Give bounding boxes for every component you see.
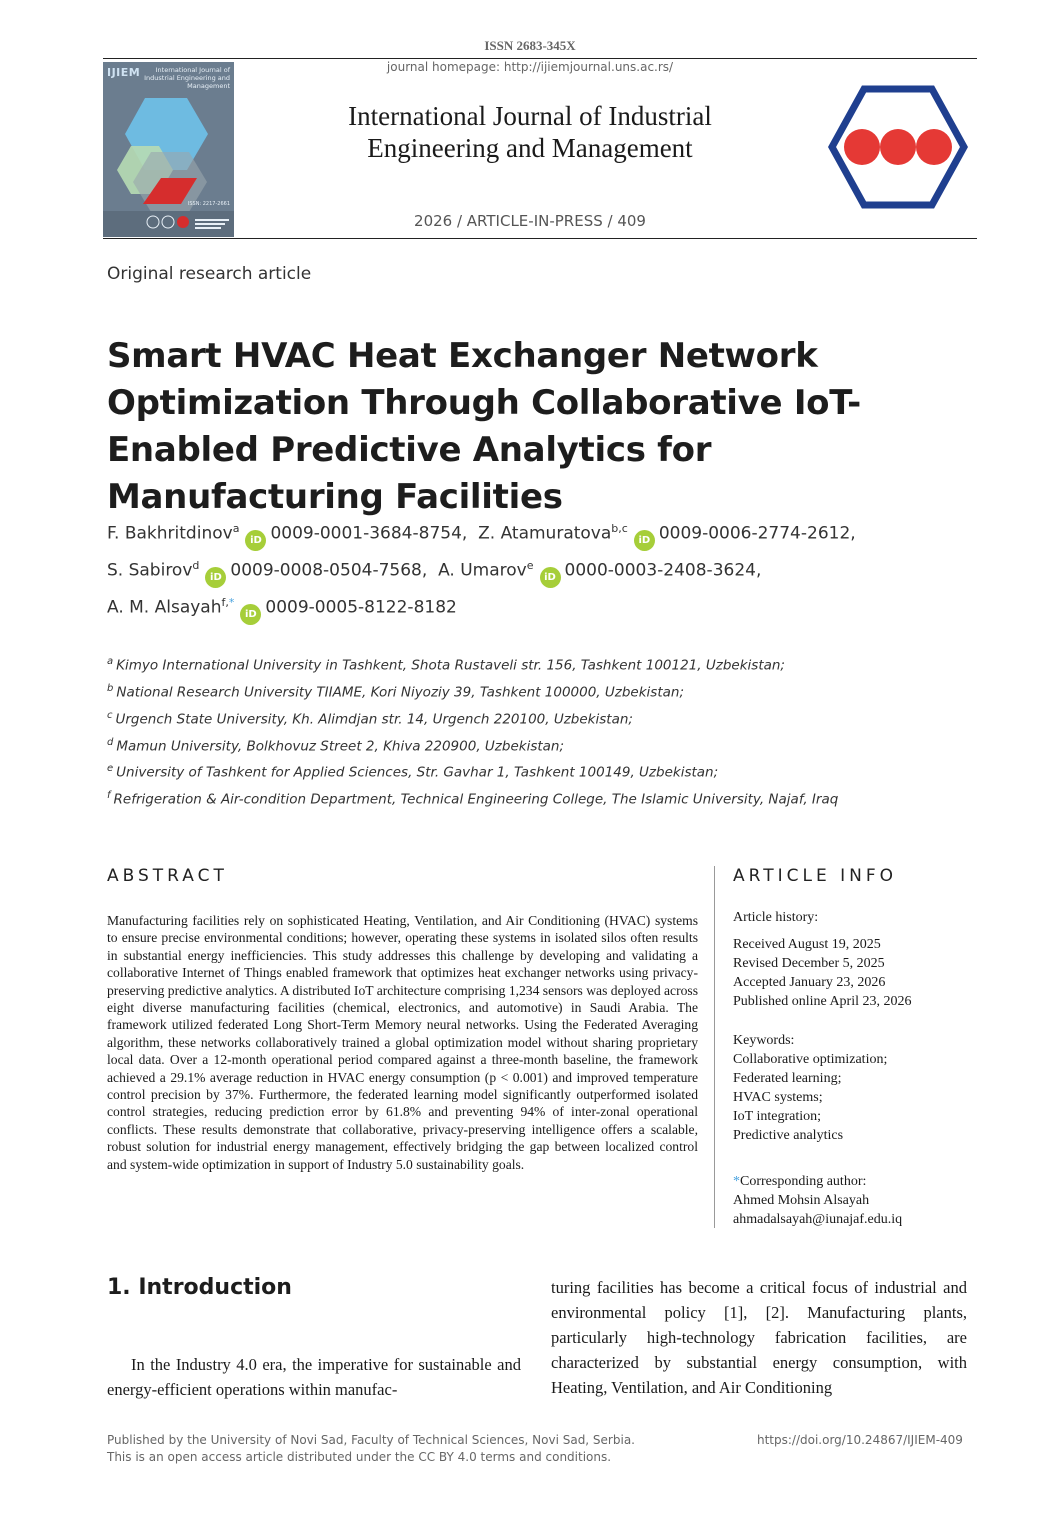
author-affil-sup: a [232,522,240,535]
author-name: S. Sabirov [107,560,193,581]
footer-license: This is an open access article distributed under the CC BY 4.0 terms and conditions. [107,1450,612,1464]
affiliation-f [107,790,838,808]
affiliation-c [107,710,633,728]
abstract-text: Manufacturing facilities rely on sophisticated Heating, Ventilation, and Air Conditioning (HVAC) systems to ensure precise environmental conditions; however, operating these systems in isolated silos often results in substantial energy inefficiencies. This study addresses this challenge by developing and validating a collaborative Internet of Things enabled framework that optimizes heat exchanger networks using privacy-preserving predictive analytics. A distributed IoT architecture comprising 1,234 sensors was deployed across eight diverse manufacturing facilities (chemical, electronics, and automotive) in Saudi Arabia. The framework utilized federated Long Short-Term Memory neural networks. Using the Federated Averaging algorithm, these networks collaboratively trained a global optimization model without sharing proprietary local data. Over a 12-month operational period compared against a three-month baseline, the framework achieved a 29.1% average reduction in HVAC energy consumption (p < 0.001) and improved temperature control precision by 37%. Furthermore, the federated learning model significantly outperformed isolated control strategies, reducing prediction error by 61.8% and preventing 94% of inter-zonal operational conflicts. These results demonstrate that collaborative, privacy-preserving intelligence offers a scalable, robust solution for industrial energy management, effectively bridging the gap between localized control and system-wide optimization in support of Industry 5.0 sustainability goals. [107,913,698,1172]
journal-cover-thumbnail [103,62,234,237]
abstract-heading: ABSTRACT [107,866,228,886]
cover-issn: ISSN: 2217-2661 [187,201,230,207]
logo-circle-left [844,129,880,165]
keyword-item: Collaborative optimization; [733,1052,888,1067]
affiliation-text: Urgench State University, Kh. Alimdjan str. 14, Urgench 220100, Uzbekistan; [115,711,633,728]
author-line-2: S. Sabirov$^d$iD 0009-0008-0504-7568, A. Umarov$^e$iD 0000-0003-2408-3624, [107,559,761,588]
affiliation-text: Kimyo International University in Tashkent, Shota Rustaveli str. 156, Tashkent 100121, Uzbekistan; [116,657,785,674]
corresponding-email[interactable]: ahmadalsayah@iunajaf.edu.iq [733,1212,903,1227]
journal-name-line2: Engineering and Management [367,133,693,163]
history-label: Article history: [733,910,819,925]
cover-abbreviation: IJIEM [107,66,141,79]
affiliation-sup: a [107,656,114,667]
author-affil-sup: d [192,559,200,572]
orcid-icon[interactable]: iD [205,567,226,588]
affiliation-text: University of Tashkent for Applied Sciences, Str. Gavhar 1, Tashkent 100149, Uzbekistan; [116,764,719,781]
author-affil-sup-text: f, [221,596,229,609]
column-divider [714,866,715,1228]
article-type: Original research article [107,264,312,284]
affiliation-b [107,683,684,701]
logo-circle-middle [880,129,916,165]
affiliation-text: Mamun University, Bolkhovuz Street 2, Khiva 220900, Uzbekistan; [116,738,565,755]
affiliation-sup: e [107,763,114,774]
author-orcid[interactable]: 0009-0008-0504-7568 [230,560,422,581]
header-bottom-rule [103,238,977,239]
paper-title: Smart HVAC Heat Exchanger Network Optimization Through Collaborative IoT-Enabled Predictive Analytics for Manufacturing Facilities [107,336,861,517]
journal-name-line1: International Journal of Industrial [348,101,712,131]
author-orcid[interactable]: 0009-0006-2774-2612 [658,523,851,544]
orcid-icon[interactable]: iD [240,604,261,625]
received-date: Received August 19, 2025 [733,937,881,952]
corresponding-author [733,1172,902,1229]
accepted-date: Accepted January 23, 2026 [733,975,886,990]
author-orcid[interactable]: 0009-0001-3684-8754 [270,523,462,544]
intro-paragraph-column2: turing facilities has become a critical focus of industrial and environmental policy [1], [2]. Manufacturing plants, particularly high-technology fabrication facilities, are characterized by substantial energy consumption, with Heating, Ventilation, and Air Conditioning [551,1278,967,1397]
keyword-item: Predictive analytics [733,1128,844,1143]
footer-publisher: Published by the University of Novi Sad, Faculty of Technical Sciences, Novi Sad, Serbia. [107,1433,635,1447]
journal-logo [828,85,968,209]
affiliation-a [107,656,785,674]
affiliation-sup: d [107,737,114,748]
author-name: Z. Atamuratova [478,523,612,544]
intro-paragraph-column1: In the Industry 4.0 era, the imperative for sustainable and energy-efficient operations within manufac- [107,1355,521,1399]
orcid-icon[interactable]: iD [245,530,266,551]
header-top-rule [103,58,977,59]
issn: ISSN 2683-345X [484,38,576,53]
author-affil-sup: b,c [611,522,628,535]
author-name: A. Umarov [438,560,527,581]
corresponding-name: Ahmed Mohsin Alsayah [733,1193,870,1208]
author-line-1: F. Bakhritdinov$^a$iD 0009-0001-3684-8754, Z. Atamuratova$^{b,c}$iD 0009-0006-2774-2612, [107,522,856,551]
orcid-icon[interactable]: iD [634,530,655,551]
affiliation-d [107,737,564,755]
author-orcid[interactable]: 0000-0003-2408-3624 [564,560,756,581]
volume-line: 2026 / ARTICLE-IN-PRESS / 409 [414,212,646,230]
footer-doi[interactable]: https://doi.org/10.24867/IJIEM-409 [757,1433,963,1447]
author-line-3 [107,596,457,625]
affiliation-e [107,763,718,781]
orcid-icon[interactable]: iD [540,567,561,588]
keyword-item: IoT integration; [733,1109,821,1124]
journal-name [290,100,770,164]
keywords-label: Keywords: [733,1033,795,1048]
affiliation-sup: f [107,790,111,801]
keyword-item: Federated learning; [733,1071,842,1086]
corresponding-label: Corresponding author: [740,1174,867,1189]
author-orcid[interactable]: 0009-0005-8122-8182 [265,597,457,618]
corresponding-star: * [733,1174,740,1189]
article-info-heading: ARTICLE INFO [733,866,897,886]
keywords-block [733,1031,887,1145]
author-affil-sup: e [526,559,534,572]
affiliation-sup: c [107,710,113,721]
revised-date: Revised December 5, 2025 [733,956,885,971]
journal-homepage[interactable]: journal homepage: http://ijiemjournal.uns.ac.rs/ [386,60,674,74]
article-history [733,908,912,1011]
keyword-item: HVAC systems; [733,1090,823,1105]
author-name: A. M. Alsayah [107,597,222,618]
cover-title: International Journal of Industrial Engineering and Management [144,66,230,90]
published-date: Published online April 23, 2026 [733,994,912,1009]
corresponding-star: * [228,596,235,609]
affiliation-text: National Research University TIIAME, Kori Niyoziy 39, Tashkent 100000, Uzbekistan; [116,684,685,701]
logo-circle-right [916,129,952,165]
introduction-heading: 1. Introduction [107,1275,292,1300]
affiliation-sup: b [107,683,114,694]
author-name: F. Bakhritdinov [107,523,233,544]
affiliation-text: Refrigeration & Air-condition Department, Technical Engineering College, The Islamic University, Najaf, Iraq [113,791,839,808]
author-affil-sup [222,596,235,609]
